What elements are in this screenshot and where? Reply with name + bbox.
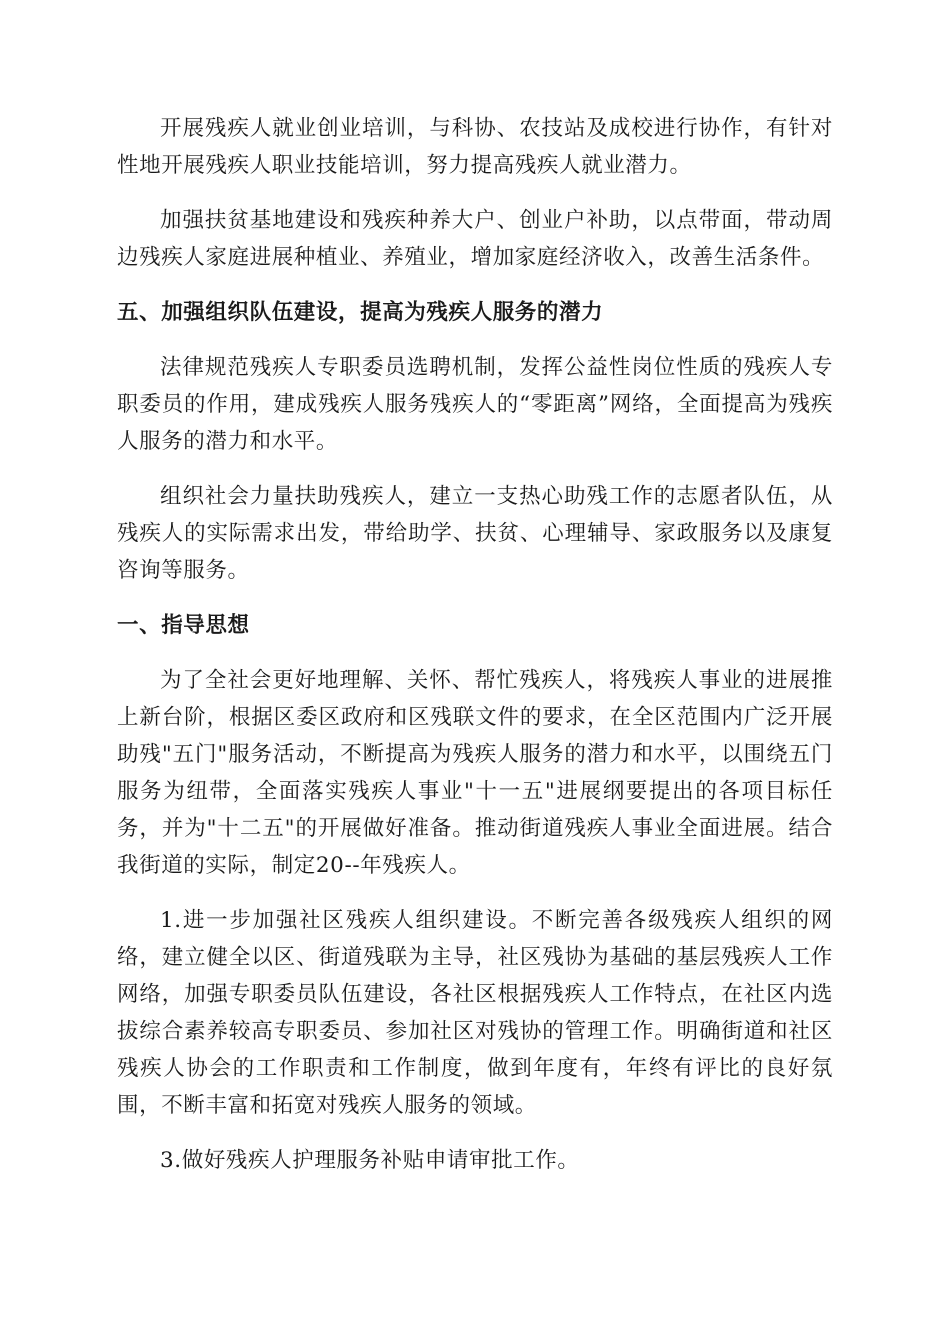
document-page [117,110,833,1197]
paragraph-employment-training: 开展残疾人就业创业培训，与科协、农技站及成校进行协作，有针对性地开展残疾人职业技能培训，努力提高残疾人就业潜力。 [117,116,833,178]
paragraph-guiding-thought: 为了全社会更好地理解、关怀、帮忙残疾人，将残疾人事业的进展推上新台阶，根据区委区政府和区残联文件的要求，在全区范围内广泛开展助残"五门"服务活动，不断提高为残疾人服务的潜力和水平，以围绕五门服务为纽带，全面落实残疾人事业"十一五"进展纲要提出的各项目标任务，并为"十二五"的开展做好准备。推动街道残疾人事业全面进展。结合我街道的实际，制定20--年残疾人。 [117,668,833,878]
section-heading-guiding-thought: 一、指导思想 [117,613,250,638]
paragraph-volunteer-team: 组织社会力量扶助残疾人，建立一支热心助残工作的志愿者队伍，从残疾人的实际需求出发，带给助学、扶贫、心理辅导、家政服务以及康复咨询等服务。 [117,484,833,583]
section-heading-five: 五、加强组织队伍建设，提高为残疾人服务的潜力 [117,300,604,325]
paragraph-poverty-base: 加强扶贫基地建设和残疾种养大户、创业户补助，以点带面，带动周边残疾人家庭进展种植业、养殖业，增加家庭经济收入，改善生活条件。 [117,208,833,270]
paragraph-item-1: 1.进一步加强社区残疾人组织建设。不断完善各级残疾人组织的网络，建立健全以区、街道残联为主导，社区残协为基础的基层残疾人工作网络，加强专职委员队伍建设，各社区根据残疾人工作特点，在社区内选拔综合素养较高专职委员、参加社区对残协的管理工作。明确街道和社区残疾人协会的工作职责和工作制度，做到年度有，年终有评比的良好氛围，不断丰富和拓宽对残疾人服务的领域。 [117,908,833,1118]
paragraph-specialist-committee: 法律规范残疾人专职委员选聘机制，发挥公益性岗位性质的残疾人专职委员的作用，建成残疾人服务残疾人的“零距离”网络，全面提高为残疾人服务的潜力和水平。 [117,355,833,454]
paragraph-item-3: 3.做好残疾人护理服务补贴申请审批工作。 [160,1148,580,1173]
